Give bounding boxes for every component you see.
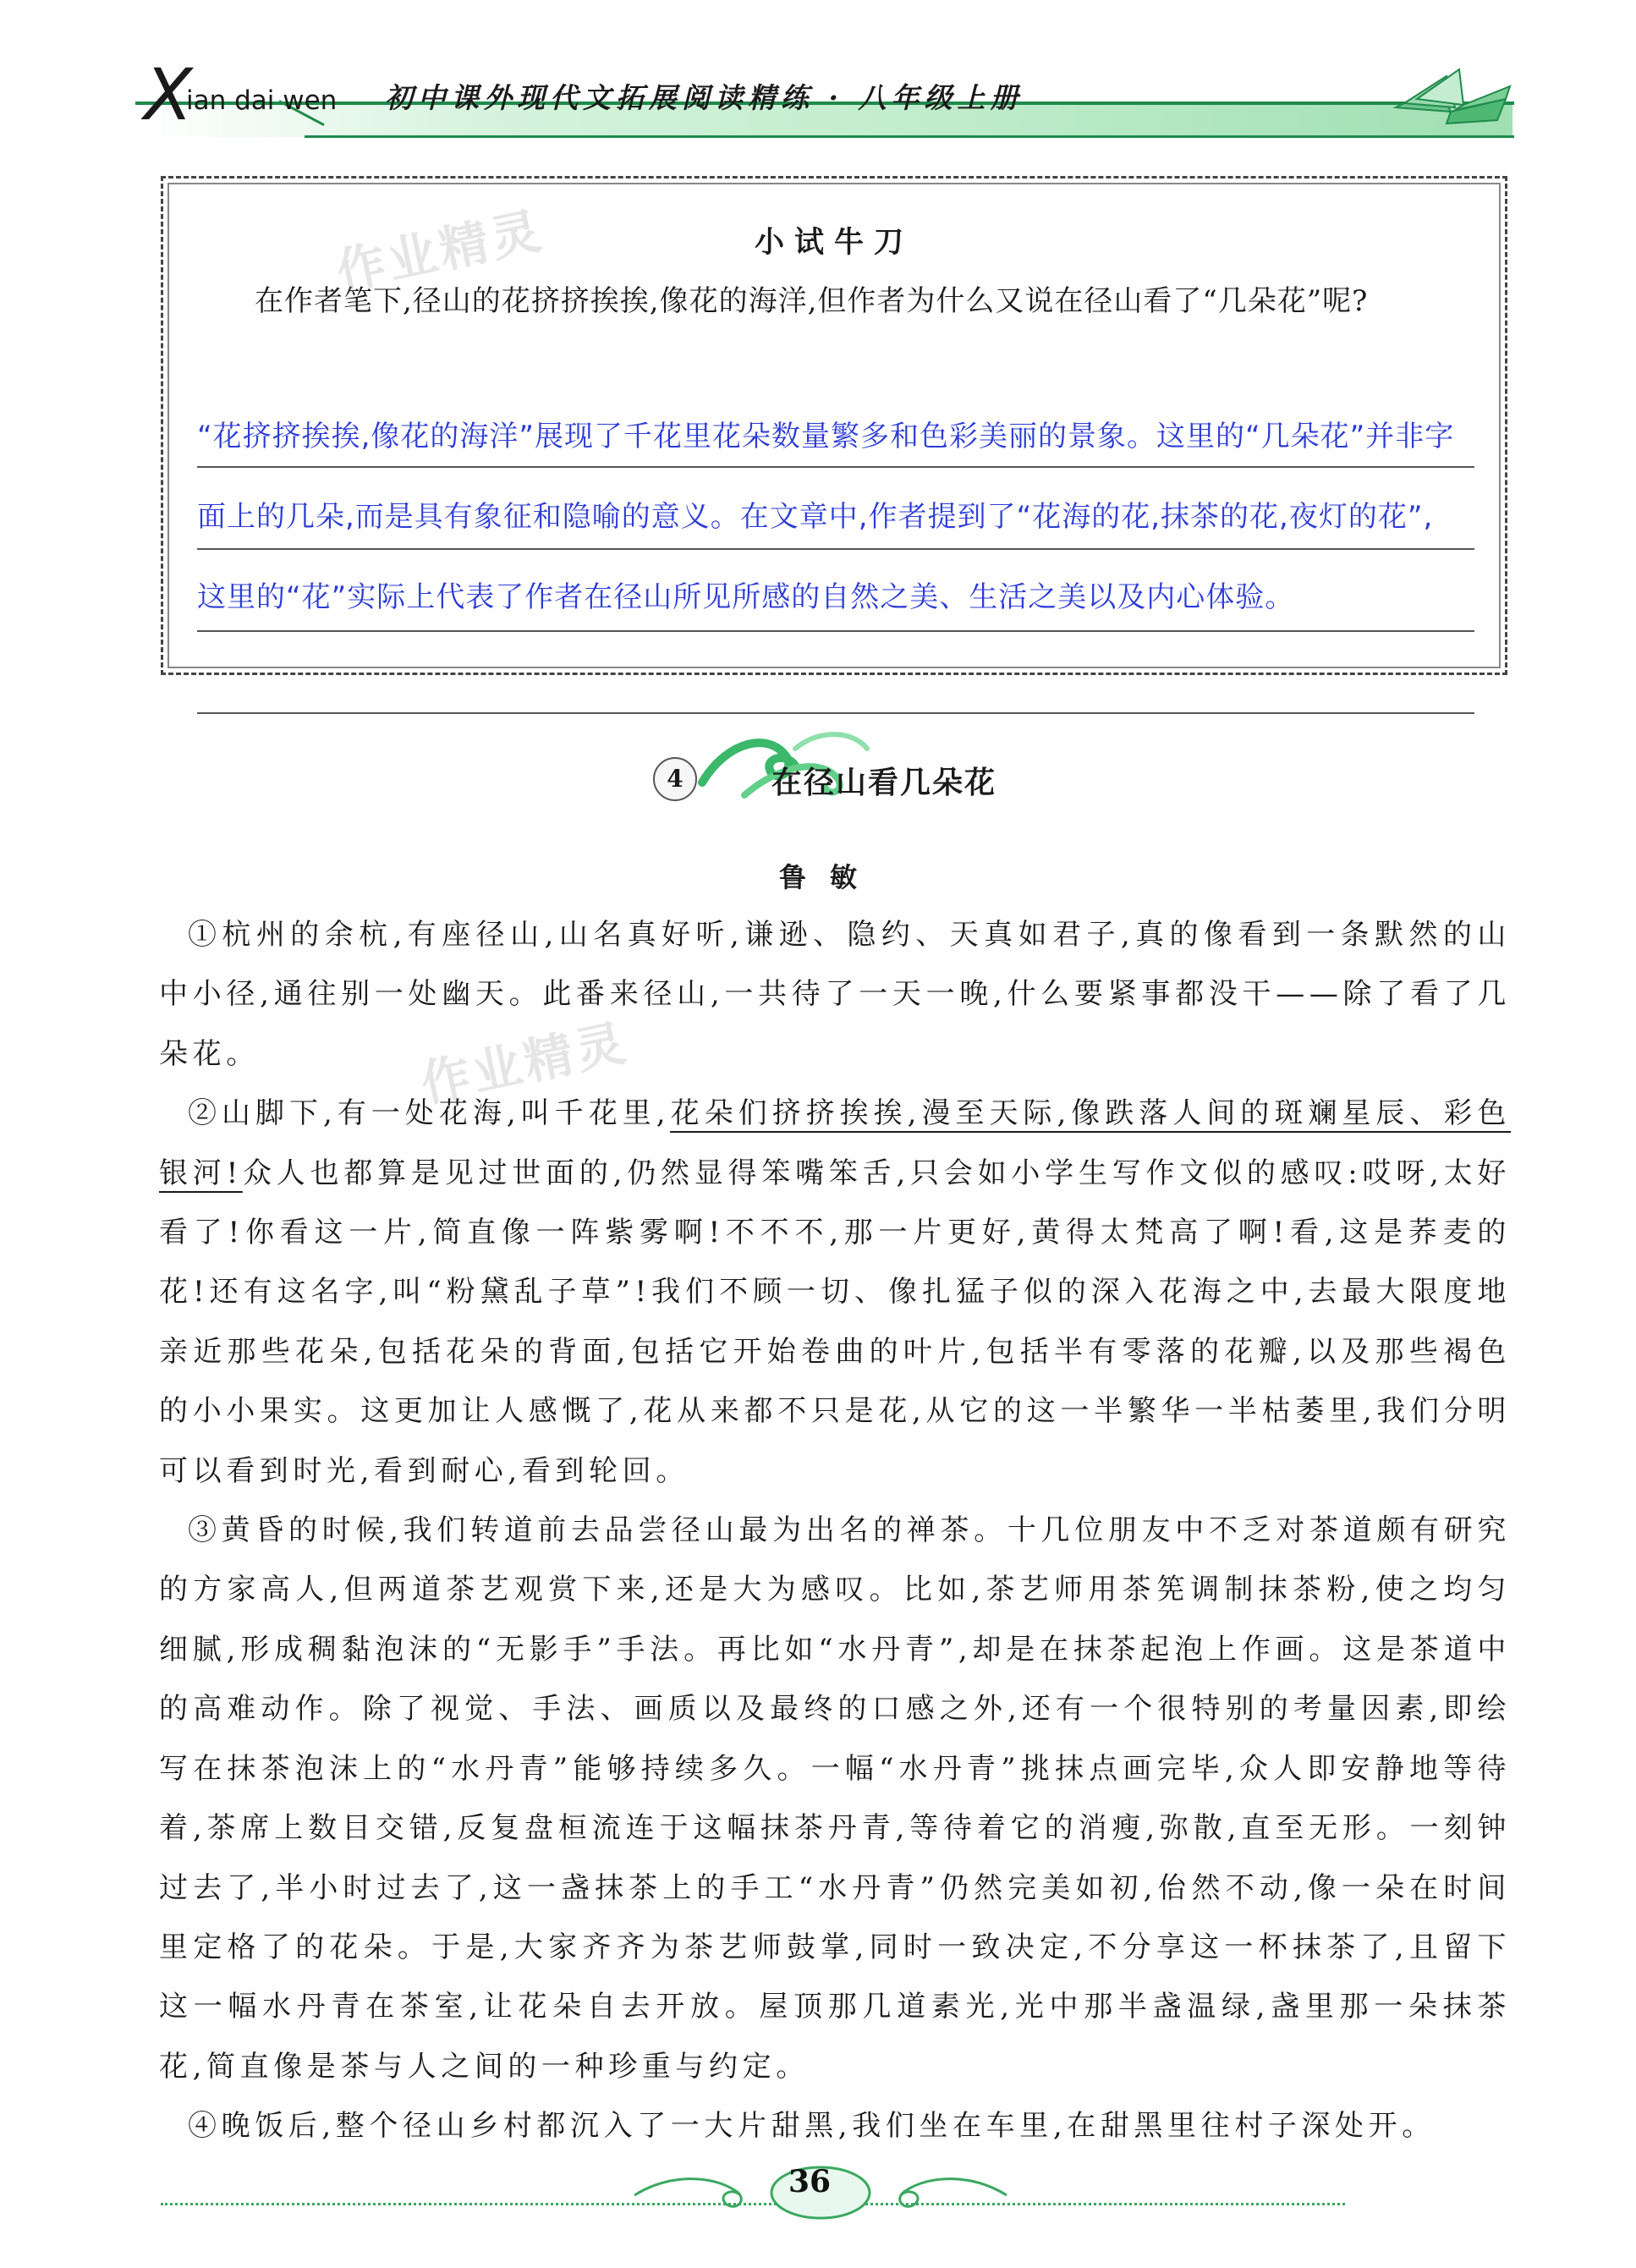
paragraph-4: ④晚饭后,整个径山乡村都沉入了一大片甜黑,我们坐在车里,在甜黑里往村子深处开。 (188, 2109, 1436, 2144)
header-rule-bottom (305, 135, 1514, 138)
answer-line (197, 632, 1474, 714)
open-book-icon (1387, 61, 1514, 129)
exercise-title: 小试牛刀 (754, 225, 914, 260)
underlined-sentence: 花朵们挤挤挨挨,漫至天际,像跌落人间的斑斓星辰、彩色银河! (159, 1096, 1511, 1190)
article-body (159, 905, 1511, 2156)
logo-text: ian dai wen (186, 85, 338, 116)
page-header (0, 0, 1636, 148)
paragraph-2 (159, 1084, 1511, 1501)
paragraph-1: ①杭州的余杭,有座径山,山名真好听,谦逊、隐约、天真如君子,真的像看到一条默然的山中小径,通往别一处幽天。此番来径山,一共待了一天一晚,什么要紧事都没干——除了看了几朵花。 (159, 918, 1511, 1071)
book-title: 初中课外现代文拓展阅读精练 · 八年级上册 (385, 81, 1024, 114)
paragraph-3: ③黄昏的时候,我们转道前去品尝径山最为出名的禅茶。十几位朋友中不乏对茶道颇有研究的方家高人,但两道茶艺观赏下来,还是大为感叹。比如,茶艺师用茶筅调制抹茶粉,使之均匀细腻,形成稠黏泡沫的“无影手”手法。再比如“水丹青”,却是在抹茶起泡上作画。这是茶道中的高难动作。除了视觉、手法、画质以及最终的口感之外,还有一个很特别的考量因素,即绘写在抹茶泡沫上的“水丹青”能够持续多久。一幅“水丹青”挑抹点画完毕,众人即安静地等待着,茶席上数目交错,反复盘桓流连于这幅抹茶丹青,等待着它的消瘦,弥散,直至无形。一刻钟过去了,半小时过去了,这一盏抹茶上的手工“水丹青”仍然完美如初,佁然不动,像一朵在时间里定格了的花朵。于是,大家齐齐为茶艺师鼓掌,同时一致决定,不分享这一杯抹茶了,且留下这一幅水丹青在茶室,让花朵自去开放。屋顶那几道素光,光中那半盏温绿,盏里那一朵抹茶花,简直像是茶与人之间的一种珍重与约定。 (159, 1513, 1511, 2084)
exercise-question: 在作者笔下,径山的花挤挤挨挨,像花的海洋,但作者为什么又说在径山看了“几朵花”呢? (255, 284, 1369, 318)
article-title: 在径山看几朵花 (771, 765, 997, 800)
watermark: 作业精灵 (331, 200, 549, 301)
watermark: 作业精灵 (415, 1013, 634, 1113)
handwritten-answer: “花挤挤挨挨,像花的海洋”展现了千花里花朵数量繁多和色彩美丽的景象。这里的“几朵花”并非字面上的几朵,而是具有象征和隐喻的意义。在文章中,作者提到了“花海的花,抹茶的花,夜灯的花”,这里的“花”实际上代表了作者在径山所见所感的自然之美、生活之美以及内心体验。 (197, 420, 1455, 614)
page-number: 36 (788, 2164, 832, 2199)
logo-initial: X (144, 53, 193, 136)
article-number-badge: 4 (653, 757, 697, 801)
article-author: 鲁敏 (778, 861, 881, 893)
paragraph-2-rest: 众人也都算是见过世面的,仍然显得笨嘴笨舌,只会如小学生写作文似的感叹:哎呀,太好看了!你看这一片,简直像一阵紫雾啊!不不不,那一片更好,黄得太梵高了啊!看,这是荞麦的花!还有这名字,叫“粉黛乱子草”!我们不顾一切、像扎猛子似的深入花海之中,去最大限度地亲近那些花朵,包括花朵的背面,包括它开始卷曲的叶片,包括半有零落的花瓣,以及那些褐色的小小果实。这更加让人感慨了,花从来都不只是花,从它的这一半繁华一半枯萎里,我们分明可以看到时光,看到耐心,看到轮回。 (159, 1156, 1511, 1488)
paragraph-2-start: ②山脚下,有一处花海,叫千花里, (188, 1096, 671, 1131)
